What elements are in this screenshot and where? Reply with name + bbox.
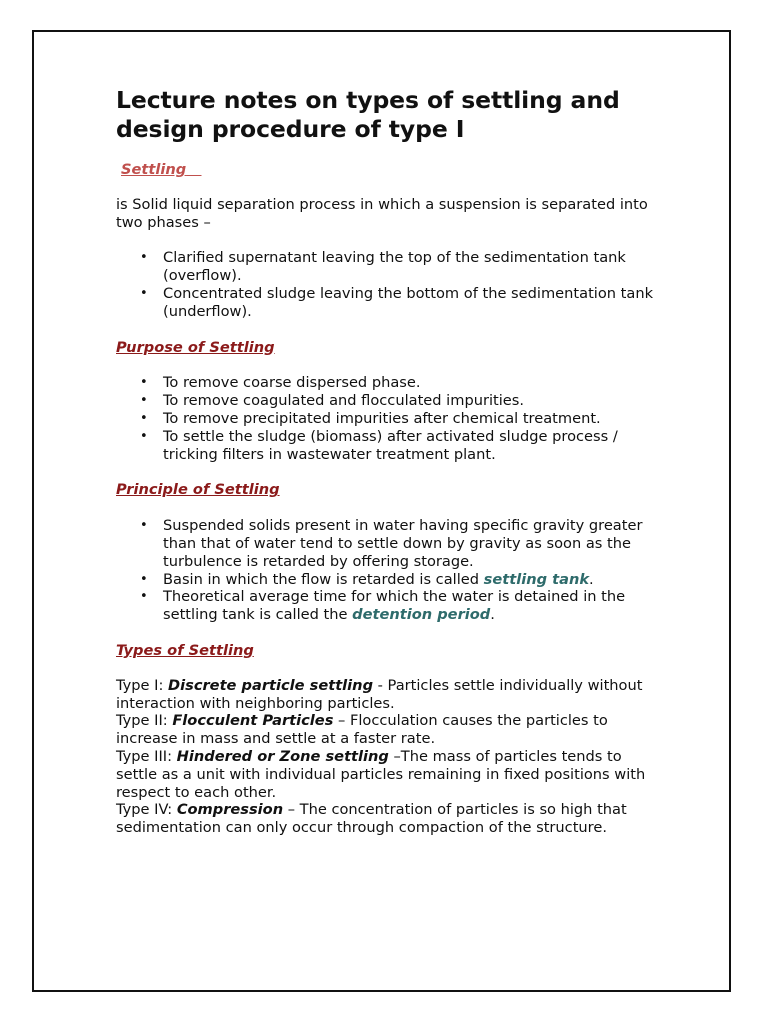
document-title: Lecture notes on types of settling and design procedure of type I xyxy=(116,86,620,143)
settling-heading: Settling xyxy=(121,161,187,178)
list-item: • Clarified supernatant leaving the top of the sedimentation tank (overflow). xyxy=(163,249,656,285)
list-item: • To remove coarse dispersed phase. xyxy=(163,374,656,392)
list-item: • To remove precipitated impurities after chemical treatment. xyxy=(163,410,656,428)
list-item: • To remove coagulated and flocculated impurities. xyxy=(163,392,656,410)
type-entry: Type IV: Compression – The concentration of particles is so high that sedimentation can only occur through compaction of the structure. xyxy=(116,801,627,837)
list-item: • Suspended solids present in water having specific gravity greater than that of water tend to settle down by gravity as soon as the turbulence is retarded by offering storage. xyxy=(163,517,656,570)
list-item: • Concentrated sludge leaving the bottom of the sedimentation tank (underflow). xyxy=(163,285,656,321)
type-entry: Type I: Discrete particle settling - Particles settle individually without interaction with neighboring particles. xyxy=(116,676,643,712)
principle-heading: Principle of Settling xyxy=(116,481,280,499)
list-item: • To settle the sludge (biomass) after activated sludge process / tricking filters in wastewater treatment plant. xyxy=(163,428,656,464)
principle-list xyxy=(116,517,656,624)
type-name: Hindered or Zone settling xyxy=(176,747,389,765)
document-body xyxy=(116,86,656,837)
type-entry: Type II: Flocculent Particles – Flocculation causes the particles to increase in mass and settle at a faster rate. xyxy=(116,712,608,748)
type-name: Discrete particle settling xyxy=(168,676,374,694)
settling-tank-term: settling tank xyxy=(483,570,590,588)
types-heading: Types of Settling xyxy=(116,641,254,659)
list-item: • Basin in which the flow is retarded is called settling tank. xyxy=(163,571,656,589)
list-item: • Theoretical average time for which the water is detained in the settling tank is called the detention period. xyxy=(163,588,656,624)
settling-definition: is Solid liquid separation process in which a suspension is separated into two phases – xyxy=(116,195,648,231)
type-name: Flocculent Particles xyxy=(172,712,334,730)
purpose-heading: Purpose of Settling xyxy=(116,338,275,356)
phases-list xyxy=(116,249,656,320)
purpose-list xyxy=(116,374,656,463)
types-list xyxy=(116,677,656,837)
type-entry: Type III: Hindered or Zone settling –The mass of particles tends to settle as a unit with individual particles remaining in fixed positions with respect to each other. xyxy=(116,747,646,801)
detention-period-term: detention period xyxy=(352,606,491,624)
type-name: Compression xyxy=(176,801,284,819)
